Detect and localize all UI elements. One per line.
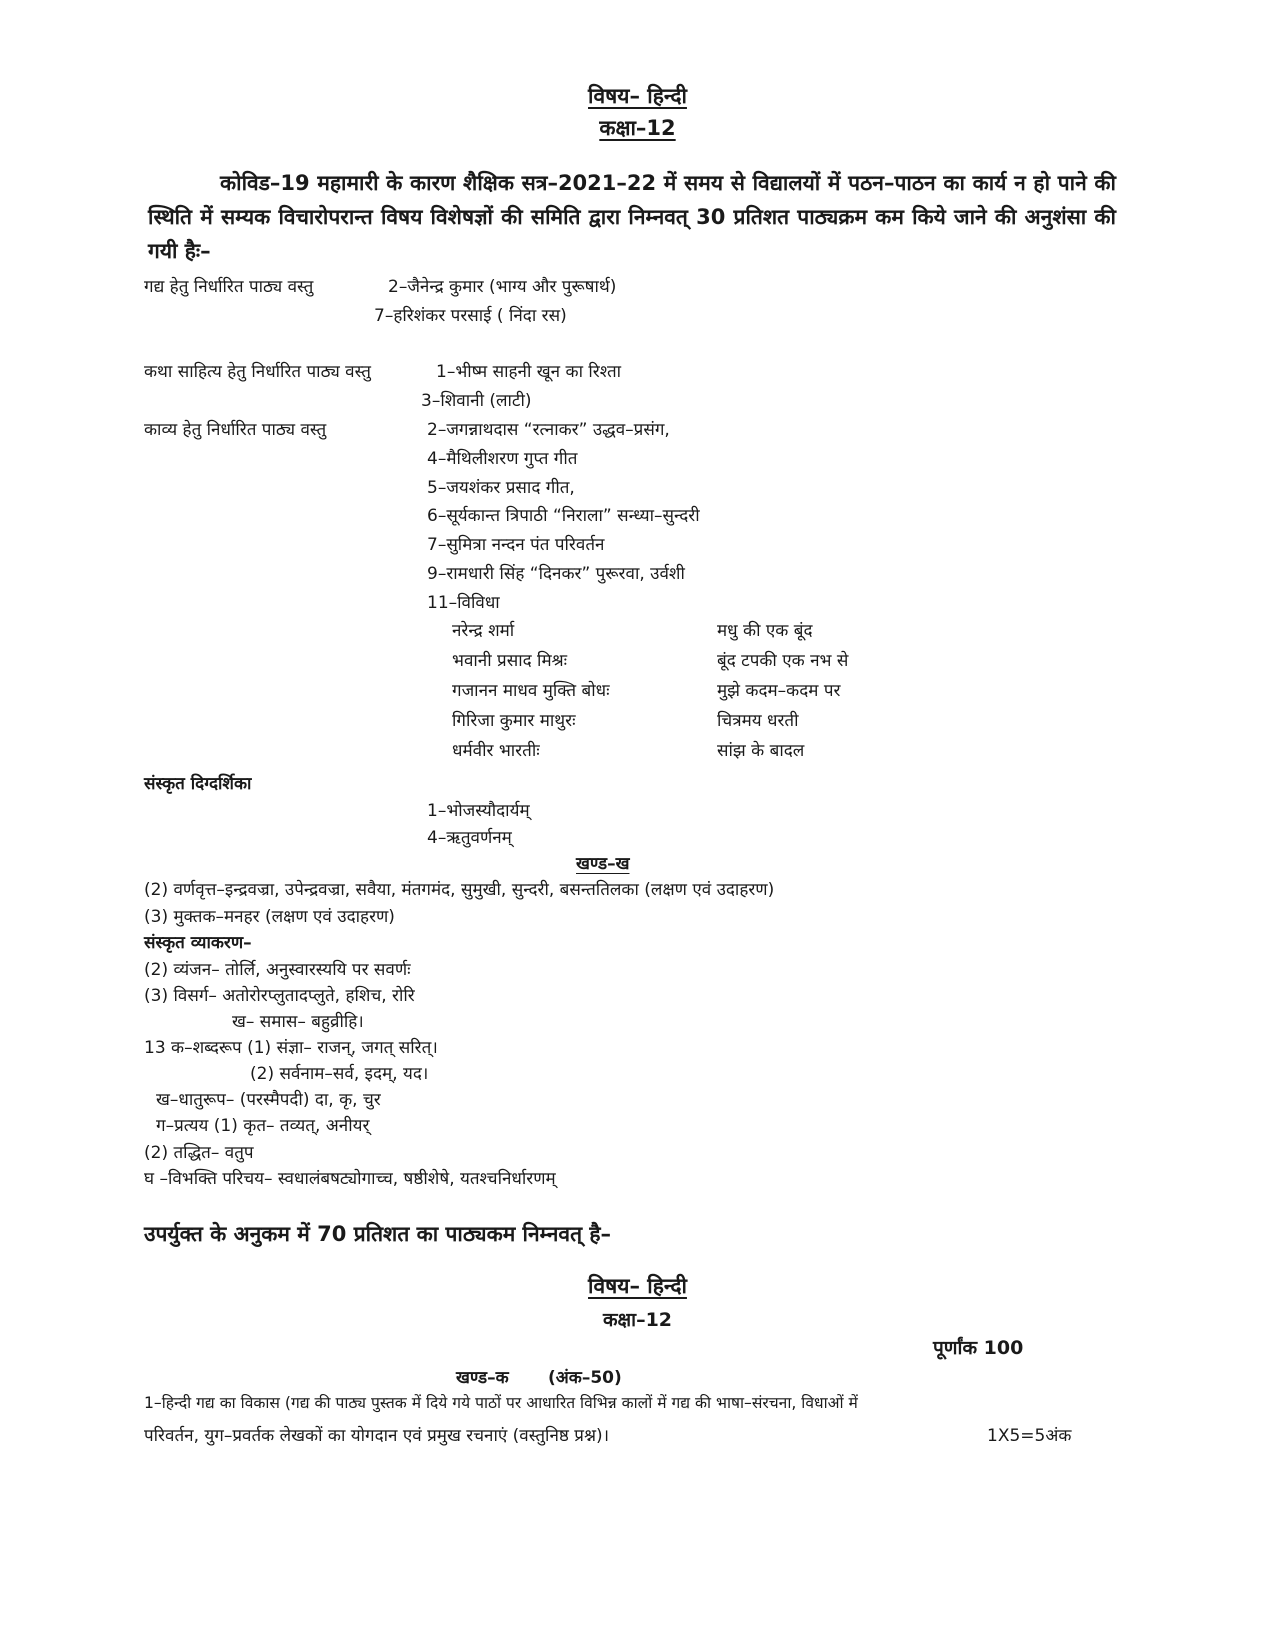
fiction-item: 3–शिवानी (लाटी) (421, 391, 532, 411)
prose-label: गद्य हेतु निर्धारित पाठ्य वस्तु (144, 277, 314, 297)
summary-line: उपर्युक्त के अनुकम में 70 प्रतिशत का पाठ्यकम निम्नवत् है– (144, 1222, 611, 1246)
poetry-item: 9–रामधारी सिंह “दिनकर” पुरूरवा, उर्वशी (427, 564, 685, 584)
max-marks: पूर्णांक 100 (933, 1337, 1024, 1359)
class-heading-2: कक्षा–12 (602, 1309, 673, 1331)
grammar-line: (2) सर्वनाम–सर्व, इदम्, यद। (250, 1064, 429, 1084)
vividha-poem: चित्रमय धरती (717, 711, 799, 731)
grammar-line: (2) व्यंजन– तोर्लि, अनुस्वारस्ययि पर सवर्णः (144, 960, 411, 980)
khand-ka-item-line: परिवर्तन, युग–प्रवर्तक लेखकों का योगदान एवं प्रमुख रचनाएं (वस्तुनिष्ठ प्रश्न)। (144, 1426, 610, 1446)
grammar-line: 13 क–शब्दरूप (1) संज्ञा– राजन्, जगत् सरित्। (144, 1038, 438, 1058)
khand-kha-heading: खण्ड–ख (576, 854, 630, 874)
subject-heading-2: विषय– हिन्दी (588, 1274, 687, 1298)
sanskrit-item: 1–भोजस्यौदार्यम् (427, 801, 530, 821)
khand-kha-line: (3) मुक्तक–मनहर (लक्षण एवं उदाहरण) (144, 907, 395, 927)
vividha-poem: बूंद टपकी एक नभ से (717, 651, 849, 671)
khand-ka-heading: खण्ड–क (456, 1368, 509, 1388)
vividha-poet: गिरिजा कुमार माथुरः (452, 711, 576, 731)
grammar-heading: संस्कृत व्याकरण– (144, 933, 252, 953)
prose-item: 2–जैनेन्द्र कुमार (भाग्य और पुरूषार्थ) (388, 277, 617, 297)
poetry-item: 6–सूर्यकान्त त्रिपाठी “निराला” सन्ध्या–सुन्दरी (427, 506, 700, 526)
sanskrit-item: 4–ऋतुवर्णनम् (427, 828, 512, 848)
fiction-item: 1–भीष्म साहनी खून का रिश्ता (436, 362, 622, 382)
vividha-poet: गजानन माधव मुक्ति बोधः (452, 681, 610, 701)
vividha-poem: सांझ के बादल (717, 741, 805, 761)
vividha-poem: मधु की एक बूंद (717, 621, 813, 641)
subject-heading: विषय– हिन्दी (588, 84, 687, 108)
prose-item: 7–हरिशंकर परसाई ( निंदा रस) (374, 306, 567, 326)
khand-ka-item-line: 1–हिन्दी गद्य का विकास (गद्य की पाठ्य पुस्तक में दिये गये पाठों पर आधारित विभिन्न कालों में गद्य की भाषा–संरचना, विधाओं में (144, 1394, 858, 1412)
poetry-item: 4–मैथिलीशरण गुप्त गीत (427, 449, 578, 469)
grammar-line: ख–धातुरूप– (परस्मैपदी) दा, कृ, चुर (156, 1090, 381, 1110)
poetry-item: 2–जगन्नाथदास “रत्नाकर” उद्धव–प्रसंग, (427, 420, 670, 440)
intro-paragraph: कोविड–19 महामारी के कारण शैक्षिक सत्र–2021–22 में समय से विद्यालयों में पठन–पाठन का कार्य न हो पाने की स्थिति में सम्यक विचारोपरान्त विषय विशेषज्ञों की समिति द्वारा निम्नवत् 30 प्रतिशत पाठ्यक्रम कम किये जाने की अनुशंसा की गयी हैः– (148, 171, 1116, 263)
item-marks: 1X5=5अंक (987, 1426, 1072, 1446)
poetry-item: 5–जयशंकर प्रसाद गीत, (427, 478, 575, 498)
vividha-poet: धर्मवीर भारतीः (452, 741, 540, 761)
grammar-line: घ –विभक्ति परिचय– स्वधालंबषट्योगाच्च, षष्ठीशेषे, यतश्चनिर्धारणम् (144, 1169, 556, 1189)
fiction-label: कथा साहित्य हेतु निर्धारित पाठ्य वस्तु (144, 362, 371, 382)
vividha-poet: नरेन्द्र शर्मा (452, 621, 515, 641)
poetry-item: 11–विविधा (427, 593, 500, 613)
grammar-line: ग–प्रत्यय (1) कृत– तव्यत्, अनीयर् (156, 1116, 370, 1136)
grammar-line: (3) विसर्ग– अतोरोरप्लुतादप्लुते, हशिच, रोरि (144, 986, 415, 1006)
vividha-poet: भवानी प्रसाद मिश्रः (452, 651, 568, 671)
khand-ka-marks: (अंक–50) (548, 1368, 622, 1388)
poetry-label: काव्य हेतु निर्धारित पाठ्य वस्तु (144, 420, 327, 440)
vividha-poem: मुझे कदम–कदम पर (717, 681, 841, 701)
sanskrit-heading: संस्कृत दिग्दर्शिका (144, 774, 252, 794)
poetry-item: 7–सुमित्रा नन्दन पंत परिवर्तन (427, 535, 605, 555)
class-heading: कक्षा–12 (599, 116, 676, 140)
grammar-line: (2) तद्धित– वतुप (144, 1143, 254, 1163)
khand-kha-line: (2) वर्णवृत्त–इन्द्रवज्रा, उपेन्द्रवज्रा, सवैया, मंतगमंद, सुमुखी, सुन्दरी, बसन्ततिलका (लक्षण एवं उदाहरण) (144, 880, 775, 900)
grammar-line: ख– समास– बहुव्रीहि। (232, 1012, 364, 1032)
